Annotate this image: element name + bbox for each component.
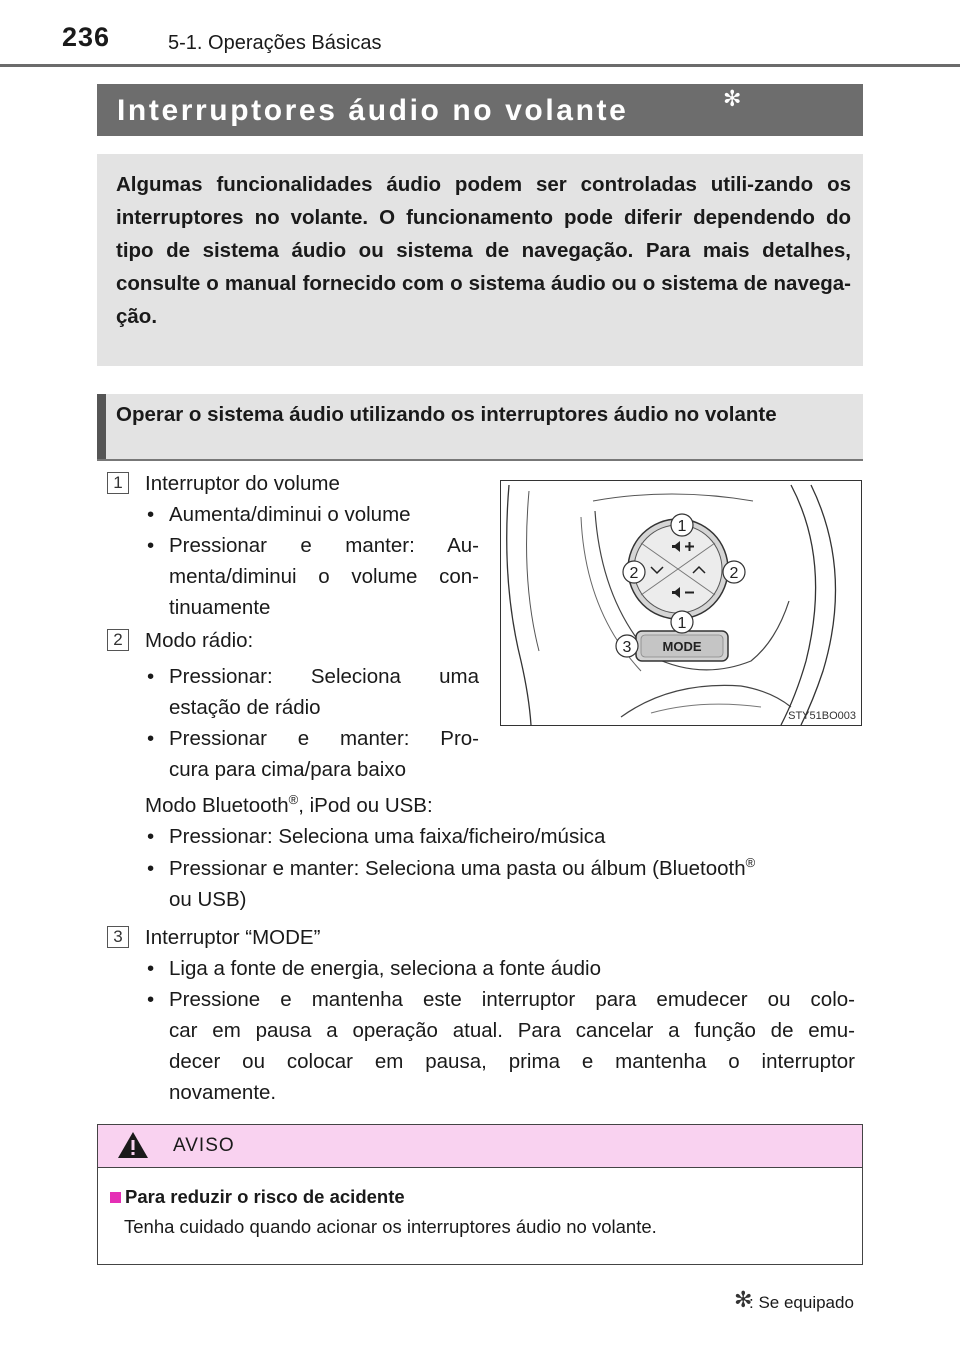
item-number-3: 3 xyxy=(107,926,129,948)
warning-triangle-icon xyxy=(116,1130,150,1160)
item-3-bullet-2-line-2: car em pausa a operação atual. Para cancelar a função de emu- xyxy=(169,1019,855,1042)
registered-mark: ® xyxy=(745,855,756,871)
figure-code: STY51BO003 xyxy=(788,710,856,722)
item-2-bullet-4-line-2: ou USB) xyxy=(169,888,247,911)
item-2-bullet-1-line-1: Pressionar: Seleciona uma xyxy=(169,665,479,688)
registered-mark: ® xyxy=(288,792,299,808)
intro-box xyxy=(97,154,863,366)
bullet-4-text: Pressionar e manter: Seleciona uma pasta ou álbum (Bluetooth xyxy=(169,857,746,880)
equipped-marker-icon: ✻ xyxy=(734,1287,753,1312)
bullet-icon: • xyxy=(147,825,155,848)
subheading-rule xyxy=(97,459,863,461)
item-number-1: 1 xyxy=(107,472,129,494)
mode-button-label: MODE xyxy=(662,639,702,654)
bullet-icon: • xyxy=(147,534,155,557)
page-title: Interruptores áudio no volante xyxy=(117,94,629,127)
steering-switch-illustration xyxy=(500,480,862,726)
title-bar xyxy=(97,84,863,136)
item-3-heading: Interruptor “MODE” xyxy=(145,926,321,949)
callout-3: 3 xyxy=(622,639,632,656)
steering-wheel-drawing xyxy=(501,481,861,725)
item-1-bullet-2-line-1: Pressionar e manter: Au- xyxy=(169,534,479,557)
item-3-bullet-2-line-3: decer ou colocar em pausa, prima e mantenha o interruptor xyxy=(169,1050,855,1073)
item-3-bullet-2-line-4: novamente. xyxy=(169,1081,277,1104)
item-2-bullet-2-line-2: cura para cima/para baixo xyxy=(169,758,407,781)
intro-text: Algumas funcionalidades áudio podem ser controladas utili-zando os interruptores no volante. O funcionamento pode diferir dependendo do tipo de sistema áudio ou sistema de navegação. Para mais detalhes, consulte o manual fornecido com o sistema áudio ou o sistema de navega-ção. xyxy=(116,173,851,328)
callout-2: 2 xyxy=(629,565,639,582)
item-1-bullet-2-line-2: menta/diminui o volume con- xyxy=(169,565,479,588)
bullet-icon: • xyxy=(147,727,155,750)
section-label: 5-1. Operações Básicas xyxy=(168,32,382,54)
item-number-2: 2 xyxy=(107,629,129,651)
subheading-text: Operar o sistema áudio utilizando os interruptores áudio no volante xyxy=(116,403,777,426)
warning-text: Tenha cuidado quando acionar os interruptores áudio no volante. xyxy=(124,1216,657,1237)
item-1-heading: Interruptor do volume xyxy=(145,472,340,495)
bullet-icon: • xyxy=(147,857,155,880)
item-2-subheading xyxy=(145,790,433,821)
square-bullet-icon xyxy=(110,1192,121,1203)
warning-label: AVISO xyxy=(173,1135,235,1156)
item-2-heading: Modo rádio: xyxy=(145,629,254,652)
item-1-bullet-1: Aumenta/diminui o volume xyxy=(169,503,411,526)
bullet-icon: • xyxy=(147,665,155,688)
item-3-bullet-2-line-1: Pressione e mantenha este interruptor para emudecer ou colo- xyxy=(169,988,855,1011)
warning-box xyxy=(97,1124,863,1265)
item-3-bullet-1: Liga a fonte de energia, seleciona a fonte áudio xyxy=(169,957,601,980)
item-2-bullet-3: Pressionar: Seleciona uma faixa/ficheiro/música xyxy=(169,825,606,848)
page-number: 236 xyxy=(62,22,111,52)
header-rule xyxy=(0,64,960,67)
equipped-marker-icon: ✻ xyxy=(723,86,742,111)
bullet-icon: • xyxy=(147,988,155,1011)
item-2-bullet-1-line-2: estação de rádio xyxy=(169,696,321,719)
bullet-icon: • xyxy=(147,957,155,980)
warning-header xyxy=(98,1125,862,1168)
item-2-bullet-2-line-1: Pressionar e manter: Pro- xyxy=(169,727,479,750)
subheading-pre: Modo Bluetooth xyxy=(145,794,289,817)
item-2-bullet-4-line-1 xyxy=(169,853,755,884)
callout-2: 2 xyxy=(729,565,739,582)
footnote-text: : Se equipado xyxy=(749,1293,854,1312)
item-1-bullet-2-line-3: tinuamente xyxy=(169,596,271,619)
bullet-icon: • xyxy=(147,503,155,526)
subheading-box xyxy=(97,394,863,460)
warning-title: Para reduzir o risco de acidente xyxy=(125,1186,405,1207)
subheading-post: , iPod ou USB: xyxy=(298,794,433,817)
callout-1: 1 xyxy=(677,615,687,632)
callout-1: 1 xyxy=(677,518,687,535)
